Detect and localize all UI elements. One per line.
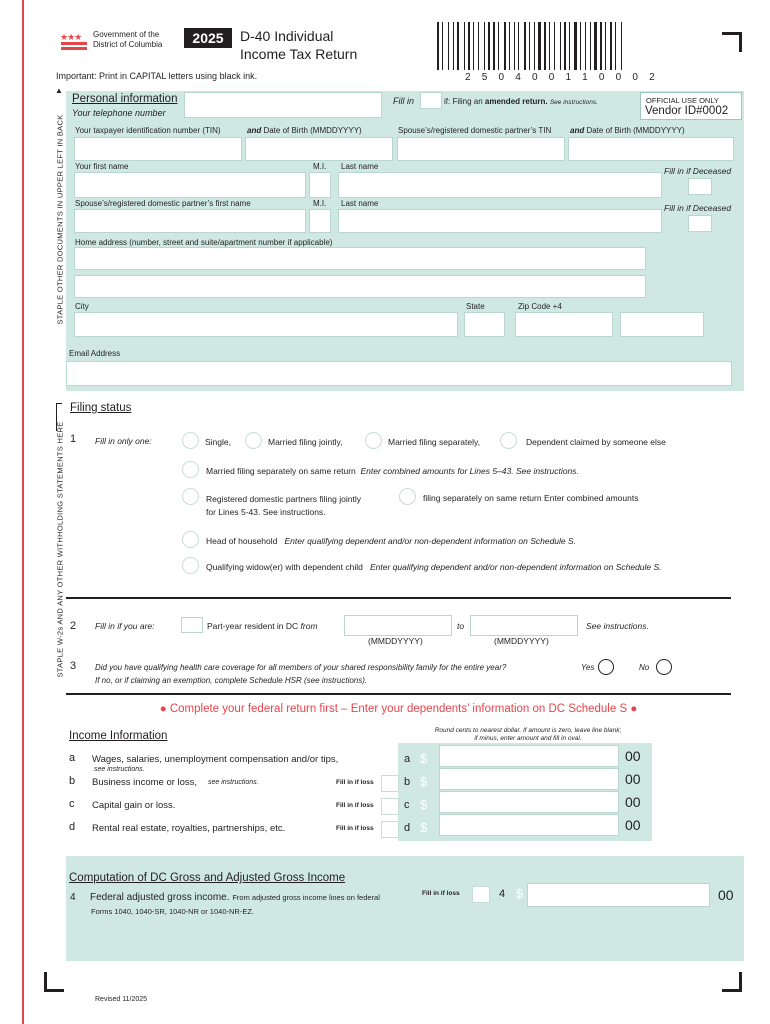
government-name: Government of the District of Columbia — [93, 30, 163, 49]
income-dollar-sign: $ — [420, 774, 428, 789]
income-fill-loss-label: Fill in if loss — [336, 802, 374, 809]
amended-return-checkbox[interactable] — [420, 92, 442, 109]
dependent-radio[interactable] — [500, 432, 517, 449]
mfj-radio[interactable] — [245, 432, 262, 449]
barcode-bar — [468, 22, 470, 70]
barcode-bar — [500, 22, 503, 70]
barcode-bar — [569, 22, 570, 70]
health-coverage-note: If no, or if claiming an exemption, complete Schedule HSR (see instructions). — [95, 676, 368, 685]
spouse-first-name-input[interactable] — [74, 209, 306, 233]
deceased-label: Fill in if Deceased — [664, 166, 732, 176]
barcode-bar — [448, 22, 449, 70]
spouse-tin-label: Spouse’s/registered domestic partner’s TIN — [398, 126, 552, 135]
spouse-tin-input[interactable] — [397, 137, 565, 161]
income-box-letter: d — [404, 822, 411, 834]
dc-flag-icon: ★★★ — [60, 32, 88, 50]
mfs-same-return-radio[interactable] — [182, 461, 199, 478]
state-label: State — [466, 302, 485, 311]
barcode-bar — [531, 22, 533, 70]
rdp-separately-radio[interactable] — [399, 488, 416, 505]
computation-title: Computation of DC Gross and Adjusted Gross Income — [69, 872, 346, 884]
barcode-bar — [578, 22, 579, 70]
round-cents-note: Round cents to nearest dollar. If amount is zero, leave line blank; if minus, enter amount and fill in oval. — [434, 727, 622, 742]
hoh-radio[interactable] — [182, 531, 199, 548]
part-year-label: Part-year resident in DC from — [207, 621, 318, 631]
to-date-format: (MMDDYYYY) — [494, 636, 549, 646]
income-loss-oval[interactable] — [381, 821, 399, 838]
barcode-bar — [590, 22, 591, 70]
email-input[interactable] — [66, 361, 732, 386]
barcode-bar — [511, 22, 513, 70]
dob-label: and Date of Birth (MMDDYYYY) — [247, 126, 362, 135]
barcode-bar — [471, 22, 472, 70]
amended-return-label: if: Filing an amended return. See instructions. — [444, 97, 598, 106]
barcode-bar — [442, 22, 443, 70]
barcode-bar — [607, 22, 609, 70]
spouse-deceased-label: Fill in if Deceased — [664, 203, 732, 213]
mfj-label: Married filing jointly, — [268, 437, 343, 447]
barcode-bar — [623, 22, 625, 70]
income-loss-oval[interactable] — [381, 775, 399, 792]
barcode-bar — [478, 22, 479, 70]
rdp-jointly-radio[interactable] — [182, 488, 199, 505]
part-year-checkbox[interactable] — [181, 617, 203, 633]
line4-fill-loss-label: Fill in if loss — [422, 890, 460, 897]
barcode-bar — [488, 22, 490, 70]
barcode-bar — [549, 22, 550, 70]
filing-status-title: Filing status — [70, 402, 132, 414]
single-label: Single, — [205, 437, 231, 447]
health-no-label: No — [639, 663, 650, 672]
barcode-bar — [496, 22, 497, 70]
barcode-bar — [536, 22, 537, 70]
barcode-bar — [457, 22, 459, 70]
income-cents: 00 — [625, 748, 641, 764]
barcode-bar — [556, 22, 559, 70]
spouse-last-name-input[interactable] — [338, 209, 662, 233]
barcode-bar — [542, 22, 543, 70]
barcode-bar — [518, 22, 519, 70]
income-line-letter: c — [69, 798, 75, 810]
barcode-bar — [574, 22, 577, 70]
zip-label: Zip Code +4 — [518, 302, 562, 311]
line4-box-number: 4 — [499, 888, 506, 900]
income-box-letter: a — [404, 753, 411, 765]
zip-input[interactable] — [515, 312, 613, 337]
income-loss-oval[interactable] — [381, 798, 399, 815]
barcode-bar — [580, 22, 581, 70]
line4-cents: 00 — [718, 887, 734, 903]
barcode-bar — [444, 22, 447, 70]
barcode-bar — [520, 22, 523, 70]
barcode-bar — [613, 22, 614, 70]
address-label: Home address (number, street and suite/apartment number if applicable) — [75, 238, 333, 247]
mfs-radio[interactable] — [365, 432, 382, 449]
spouse-last-name-label: Last name — [341, 199, 379, 208]
line4-amount-input[interactable] — [527, 883, 710, 907]
health-coverage-question: Did you have qualifying health care coverage for all members of your shared responsibility family for the entire year? — [95, 663, 507, 672]
income-dollar-sign: $ — [420, 751, 428, 766]
spouse-first-name-label: Spouse’s/registered domestic partner’s first name — [75, 199, 251, 208]
health-yes-label: Yes — [581, 663, 595, 672]
spouse-mi-label: M.I. — [313, 199, 327, 208]
spouse-deceased-checkbox[interactable] — [688, 215, 712, 232]
barcode-bar — [440, 22, 441, 70]
income-line-label: Capital gain or loss. — [92, 800, 176, 811]
left-margin-rule — [22, 0, 24, 1024]
line4-forms: Forms 1040, 1040-SR, 1040-NR or 1040-NR-EZ. — [91, 907, 254, 916]
income-line-label: Wages, salaries, unemployment compensation and/or tips, — [92, 754, 339, 765]
mi-label: M.I. — [313, 162, 327, 171]
income-line-sub: see instructions. — [94, 766, 145, 773]
barcode-bar — [544, 22, 546, 70]
single-radio[interactable] — [182, 432, 199, 449]
barcode-bar — [507, 22, 508, 70]
barcode-bar — [560, 22, 561, 70]
line4-label: Federal adjusted gross income. From adjusted gross income lines on federal — [90, 892, 380, 903]
barcode — [437, 22, 677, 70]
tin-input[interactable] — [74, 137, 242, 161]
barcode-bar — [509, 22, 510, 70]
fill-only-one-label: Fill in only one: — [95, 436, 152, 446]
staple-bracket — [56, 403, 62, 431]
address-line1-input[interactable] — [74, 247, 646, 270]
income-line-label: Rental real estate, royalties, partnerships, etc. — [92, 823, 286, 834]
barcode-bar — [493, 22, 495, 70]
qw-label: Qualifying widow(er) with dependent child Enter qualifying dependent and/or non-dependent information on Schedule S. — [206, 562, 662, 572]
income-line-sub: see instructions. — [208, 779, 259, 786]
income-amount-input[interactable] — [439, 768, 619, 790]
telephone-input[interactable] — [184, 92, 382, 118]
barcode-bar — [594, 22, 597, 70]
state-input[interactable] — [464, 312, 505, 337]
health-no-radio[interactable] — [656, 659, 672, 675]
income-line-letter: d — [69, 821, 76, 833]
corner-mark-bottom-right — [722, 972, 742, 992]
income-fill-loss-label: Fill in if loss — [336, 779, 374, 786]
telephone-label: Your telephone number — [72, 108, 166, 118]
barcode-bar — [592, 22, 593, 70]
barcode-number: 2 5 0 4 0 0 1 1 0 0 0 2 — [465, 72, 659, 83]
qw-radio[interactable] — [182, 557, 199, 574]
line2-see-instructions: See instructions. — [586, 621, 649, 631]
barcode-bar — [473, 22, 474, 70]
mfs-same-return-label: Married filing separately on same return Enter combined amounts for Lines 5–43. See instructions. — [206, 466, 579, 476]
staple-arrow-icon: ▲ — [55, 86, 63, 95]
part-year-to-input[interactable] — [470, 615, 578, 636]
barcode-bar — [453, 22, 454, 70]
barcode-bar — [524, 22, 526, 70]
barcode-bar — [514, 22, 515, 70]
barcode-bar — [603, 22, 604, 70]
line2-fill-if-label: Fill in if you are: — [95, 621, 155, 631]
part-year-from-input[interactable] — [344, 615, 452, 636]
barcode-bar — [527, 22, 528, 70]
barcode-bar — [582, 22, 584, 70]
barcode-bar — [460, 22, 463, 70]
amended-fill-in-label: Fill in — [393, 96, 415, 106]
line4-dollar-sign: $ — [516, 886, 524, 901]
income-amount-input[interactable] — [439, 814, 619, 836]
barcode-bar — [587, 22, 589, 70]
barcode-bar — [605, 22, 606, 70]
income-box-letter: c — [404, 799, 410, 811]
income-box-letter: b — [404, 776, 411, 788]
income-line-label: Business income or loss, — [92, 777, 198, 788]
city-label: City — [75, 302, 89, 311]
first-name-label: Your first name — [75, 162, 129, 171]
rdp-jointly-label: Registered domestic partners filing jointly for Lines 5-43. See instructions. — [206, 494, 361, 517]
spouse-dob-input[interactable] — [568, 137, 734, 161]
barcode-bar — [534, 22, 535, 70]
line4-number: 4 — [70, 892, 76, 903]
mfs-label: Married filing separately, — [388, 437, 480, 447]
barcode-bar — [480, 22, 483, 70]
federal-return-banner: ● Complete your federal return first – Enter your dependents’ information on DC Schedule S ● — [159, 703, 638, 715]
section-divider — [66, 597, 731, 599]
filing-line-number: 1 — [70, 433, 77, 445]
rdp-separately-label: filing separately on same return Enter combined amounts — [423, 493, 639, 503]
barcode-bar — [437, 22, 439, 70]
banner-dot-left-icon: ● — [159, 703, 167, 715]
banner-dot-right-icon: ● — [630, 703, 638, 715]
barcode-bar — [554, 22, 555, 70]
barcode-bar — [464, 22, 465, 70]
barcode-bar — [455, 22, 456, 70]
line2-number: 2 — [70, 620, 77, 632]
barcode-bar — [504, 22, 506, 70]
first-name-input[interactable] — [74, 172, 306, 198]
dependent-label: Dependent claimed by someone else — [526, 437, 666, 447]
spouse-dob-label: and Date of Birth (MMDDYYYY) — [570, 126, 685, 135]
income-cents: 00 — [625, 817, 641, 833]
deceased-checkbox[interactable] — [688, 178, 712, 195]
vendor-id: Vendor ID#0002 — [645, 105, 729, 117]
official-use-box — [640, 92, 742, 120]
official-use-label: OFFICIAL USE ONLY — [646, 96, 719, 105]
corner-mark-top-right — [722, 32, 742, 52]
hoh-label: Head of household Enter qualifying dependent and/or non-dependent information on Schedule S. — [206, 536, 577, 546]
barcode-bar — [466, 22, 467, 70]
section-divider-2 — [66, 693, 731, 695]
revised-date: Revised 11/2025 — [95, 996, 148, 1003]
income-line-letter: a — [69, 752, 76, 764]
zip4-input[interactable] — [620, 312, 704, 337]
barcode-bar — [516, 22, 517, 70]
line3-number: 3 — [70, 660, 77, 672]
barcode-bar — [498, 22, 499, 70]
line4-loss-oval[interactable] — [472, 886, 490, 903]
income-dollar-sign: $ — [420, 797, 428, 812]
barcode-bar — [529, 22, 530, 70]
staple-w2-text: STAPLE W-2s AND ANY OTHER WITHHOLDING STATEMENTS HERE — [55, 421, 65, 678]
barcode-bar — [547, 22, 548, 70]
health-yes-radio[interactable] — [598, 659, 614, 675]
address-line2-input[interactable] — [74, 275, 646, 298]
barcode-bar — [475, 22, 477, 70]
barcode-bar — [567, 22, 568, 70]
income-fill-loss-label: Fill in if loss — [336, 825, 374, 832]
barcode-bar — [564, 22, 566, 70]
barcode-bar — [598, 22, 599, 70]
barcode-bar — [538, 22, 541, 70]
dob-input[interactable] — [245, 137, 393, 161]
form-title: D-40 Individual Income Tax Return — [240, 28, 358, 62]
barcode-bar — [585, 22, 586, 70]
spouse-mi-input[interactable] — [309, 209, 331, 233]
part-year-to-label: to — [457, 621, 465, 631]
barcode-bar — [484, 22, 485, 70]
print-instruction: Important: Print in CAPITAL letters using black ink. — [56, 71, 258, 81]
income-cents: 00 — [625, 794, 641, 810]
barcode-bar — [491, 22, 492, 70]
corner-mark-bottom-left — [44, 972, 64, 992]
barcode-bar — [562, 22, 563, 70]
staple-documents-text: STAPLE OTHER DOCUMENTS IN UPPER LEFT IN BACK — [55, 114, 65, 325]
income-amount-input[interactable] — [439, 791, 619, 813]
mi-input[interactable] — [309, 172, 331, 198]
barcode-bar — [486, 22, 487, 70]
from-date-format: (MMDDYYYY) — [368, 636, 423, 646]
email-label: Email Address — [69, 349, 121, 358]
income-info-title: Income Information — [69, 730, 168, 742]
income-line-letter: b — [69, 775, 76, 787]
personal-info-title: Personal information — [72, 93, 178, 105]
last-name-label: Last name — [341, 162, 379, 171]
income-amount-input[interactable] — [439, 745, 619, 767]
barcode-bar — [571, 22, 573, 70]
income-dollar-sign: $ — [420, 820, 428, 835]
barcode-bar — [450, 22, 452, 70]
barcode-bar — [610, 22, 612, 70]
last-name-input[interactable] — [338, 172, 662, 198]
city-input[interactable] — [74, 312, 458, 337]
barcode-bar — [621, 22, 622, 70]
barcode-bar — [600, 22, 602, 70]
barcode-bar — [615, 22, 616, 70]
tax-year-badge: 2025 — [184, 28, 232, 48]
income-cents: 00 — [625, 771, 641, 787]
tin-label: Your taxpayer identification number (TIN) — [75, 126, 221, 135]
barcode-bar — [617, 22, 620, 70]
barcode-bar — [551, 22, 553, 70]
